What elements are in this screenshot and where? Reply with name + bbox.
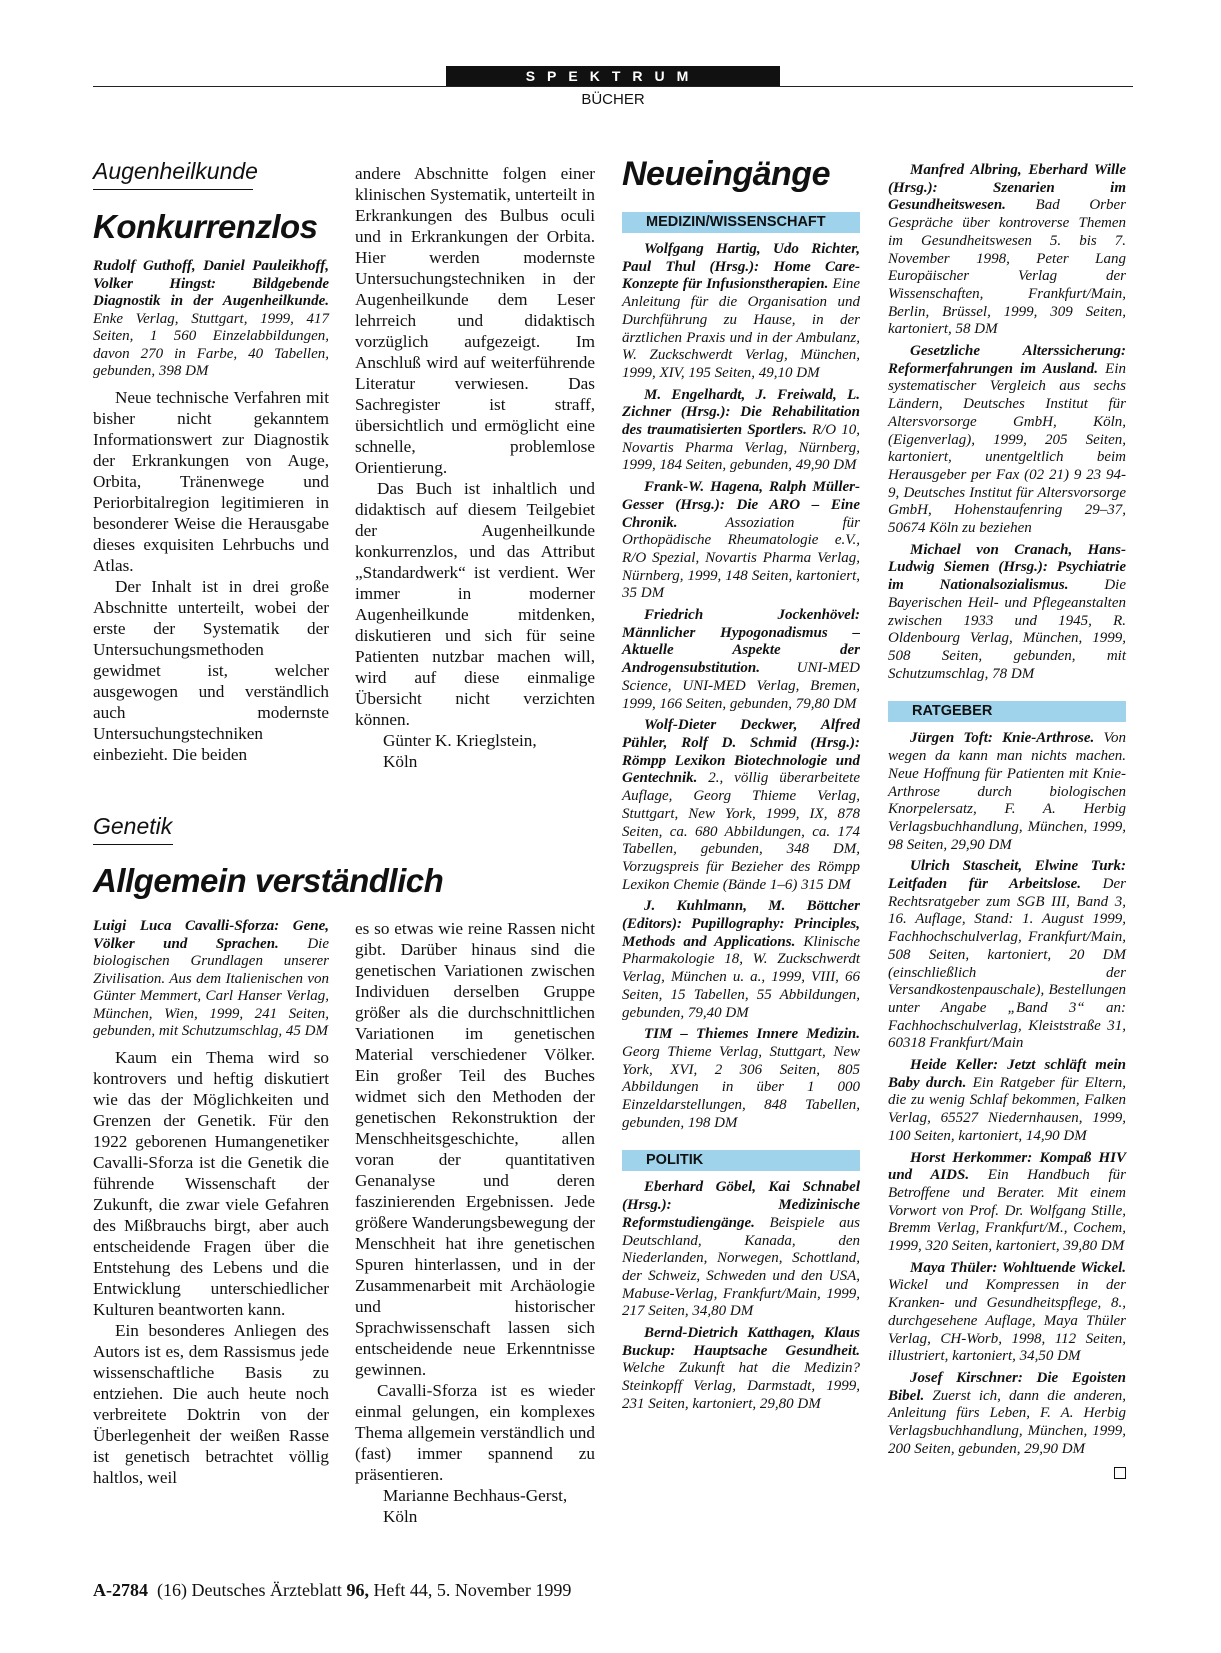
book-entry-details: Assoziation für Orthopädische Rheumatologie e.V., R/O Spezial, Novartis Pharma Verlag, Nürnberg, 1999, 148 Seiten, kartoniert, 35 DM bbox=[622, 514, 860, 602]
book-entry-author-title: Wolf-Dieter Deckwer, Alfred Pühler, Rolf D. Schmid (Hrsg.): Römpp Lexikon Biotechnologie und Gentechnik. bbox=[622, 717, 860, 787]
book-entry bbox=[622, 717, 860, 894]
book-entry-details: Welche Zukunft hat die Medizin? Steinkopff Verlag, Darmstadt, 1999, 231 Seiten, kartoniert, 29,80 DM bbox=[622, 1360, 860, 1412]
book-entry-details: Eine Anleitung für die Organisation und Durchführung zu Hause, in der ärztlichen Praxis und in der Ambulanz, W. Zuckschwerdt Verlag, München, 1999, XIV, 195 Seiten, 49,10 DM bbox=[622, 276, 860, 381]
review1-biblio-details: Enke Verlag, Stuttgart, 1999, 417 Seiten, 1 560 Einzelabbildungen, davon 270 in Farbe, 40 Tabellen, gebunden, 398 DM bbox=[93, 310, 329, 379]
politik-list-continued bbox=[888, 162, 1126, 683]
book-entry-details: Bad Orber Gespräche über kontroverse Themen im Gesundheitswesen 5. bis 7. November 1998, Peter Lang Europäischer Verlag der Wissenschaften, Frankfurt/Main, Berlin, Brüssel, 1999, 309 Seiten, kartoniert, 58 DM bbox=[888, 197, 1126, 338]
review1-signature-name: Günter K. Krieglstein, bbox=[383, 731, 537, 750]
review2-paragraph: Ein besonderes Anliegen des Autors ist es, dem Rassismus jede wissenschaftliche Basis zu entziehen. Die auch heute noch verbreitete Doktrin von der Überlegenheit der weißen Rasse ist genetisch betrachtet völlig haltlos, weil bbox=[93, 1320, 329, 1487]
new-arrivals-column-1 bbox=[622, 212, 860, 1418]
book-entry bbox=[622, 241, 860, 383]
book-entry bbox=[888, 1150, 1126, 1256]
book-entry-details: Beispiele aus Deutschland, Kanada, den Niederlanden, Norwegen, Schottland, der Schweiz, Schweden und den USA, Mabuse-Verlag, Frankfurt/Main, 1999, 217 Seiten, 34,80 DM bbox=[622, 1214, 860, 1320]
book-entry-details: R/O 10, Novartis Pharma Verlag, Nürnberg, 1999, 184 Seiten, gebunden, 49,90 DM bbox=[622, 422, 860, 474]
review2-biblio-details: Die biologischen Grundlagen unserer Zivilisation. Aus dem Italienischen von Günter Memmert, Carl Hanser Verlag, München, Wien, 1999, 241 Seiten, gebunden, mit Schutzumschlag, 45 DM bbox=[93, 935, 329, 1039]
book-entry bbox=[888, 1260, 1126, 1366]
section-header-bar: SPEKTRUM bbox=[446, 66, 780, 86]
book-entry bbox=[622, 1325, 860, 1414]
book-entry-details: Ein systematischer Vergleich aus sechs Ländern, Deutsches Institut für Altersvorsorge GmbH, Köln, (Eigenverlag), 1999, 205 Seiten, kartoniert, unentgeltlich beim Herausgeber per Fax (02 21) 9 23 94-9, Deutsches Institut für Altersvorsorge GmbH, Hohenstaufenring 29–37, 50674 Köln zu beziehen bbox=[888, 360, 1126, 537]
book-entry bbox=[622, 479, 860, 603]
review2-biblio bbox=[93, 918, 329, 1041]
review1-kicker: Augenheilkunde bbox=[93, 158, 253, 190]
book-entry-details: Klinische Pharmakologie 18, W. Zuckschwerdt Verlag, München u. a., 1999, VIII, 66 Seiten, 15 Tabellen, 55 Abbildungen, gebunden, 79,40 DM bbox=[622, 933, 860, 1021]
page-code: A-2784 bbox=[93, 1580, 148, 1600]
book-entry-details: Zuerst ich, dann die anderen, Anleitung fürs Leben, F. A. Herbig Verlagsbuchhandlung, München, 1999, 200 Seiten, gebunden, 29,90 DM bbox=[888, 1387, 1126, 1457]
book-entry bbox=[888, 1370, 1126, 1459]
review1-column-1 bbox=[93, 258, 329, 765]
book-entry-details: 2., völlig überarbeitete Auflage, Georg Thieme Verlag, Stuttgart, New York, 1999, IX, 878 Seiten, ca. 680 Abbildungen, ca. 174 Tabellen, gebunden, 348 DM, Vorzugspreis für Bezieher des Römpp Lexikon Chemie (Bände 1–6) 315 DM bbox=[622, 770, 860, 893]
footer-volume: 96, bbox=[346, 1580, 369, 1600]
book-entry bbox=[888, 858, 1126, 1053]
medizin-list bbox=[622, 241, 860, 1132]
section-bar-ratgeber: RATGEBER bbox=[888, 701, 1126, 722]
review2-signature-name: Marianne Bechhaus-Gerst, bbox=[383, 1486, 568, 1505]
book-entry bbox=[622, 1179, 860, 1321]
book-entry bbox=[888, 730, 1126, 854]
review1-signature-city: Köln bbox=[383, 752, 418, 771]
review2-paragraph: es so etwas wie reine Rassen nicht gibt. Darüber hinaus sind die genetischen Variationen zwischen Individuen derselben Gruppe größer als die durchschnittlichen Variationen im genetischen Material verschiedener Völker. Ein großer Teil des Buches widmet sich den Methoden der genetischen Rekonstruktion der Menschheitsgeschichte, allen voran der quantitativen Genanalyse und deren faszinierenden Ergebnissen. Jede größere Wanderungsbewegung der Menschheit hat ihre genetischen Spuren hinterlassen, und in der Zusammenarbeit mit Archäologie und historischer Sprachwissenschaft lassen sich entscheidende neue Erkenntnisse gewinnen. bbox=[355, 919, 595, 1379]
book-entry-author-title: Manfred Albring, Eberhard Wille (Hrsg.): Szenarien im Gesundheitswesen. bbox=[888, 162, 1126, 214]
review2-kicker: Genetik bbox=[93, 813, 173, 845]
book-entry-author-title: Jürgen Toft: Knie-Arthrose. bbox=[910, 730, 1095, 747]
book-entry bbox=[622, 898, 860, 1022]
book-entry-details: Von wegen da kann man nichts machen. Neue Hoffnung für Patienten mit Knie-Arthrose durch biologischen Knorpelersatz, F. A. Herbig Verlagsbuchhandlung, München, 1999, 98 Seiten, 29,90 DM bbox=[888, 730, 1127, 853]
book-entry-author-title: Horst Herkommer: Kompaß HIV und AIDS. bbox=[888, 1149, 1126, 1184]
book-entry bbox=[622, 387, 860, 476]
subsection-label: BÜCHER bbox=[581, 91, 645, 108]
header-rule bbox=[93, 86, 1133, 87]
review2-paragraph: Cavalli-Sforza ist es wieder einmal gelungen, ein komplexes Thema allgemein verständlich und (fast) immer spannend zu präsentieren. bbox=[355, 1381, 595, 1484]
book-entry-details: Ein Ratgeber für Eltern, die zu wenig Schlaf bekommen, Falken Verlag, 65527 Niedernhausen, 1999, 100 Seiten, kartoniert, 14,90 DM bbox=[888, 1074, 1127, 1144]
book-entry-author-title: Gesetzliche Alterssicherung: Reformerfahrungen im Ausland. bbox=[888, 343, 1126, 377]
book-entry-author-title: Wolfgang Hartig, Udo Richter, Paul Thul (Hrsg.): Home Care-Konzepte für Infusionstherapien. bbox=[622, 241, 860, 293]
book-entry-author-title: Eberhard Göbel, Kai Schnabel (Hrsg.): Medizinische Reformstudiengänge. bbox=[622, 1179, 860, 1231]
review2-column-1 bbox=[93, 918, 329, 1488]
review1-biblio bbox=[93, 258, 329, 381]
book-entry-details: Wickel und Kompressen in der Kranken- und Gesundheitspflege, 8., durchgesehene Auflage, Maya Thüler Verlag, CH-Worb, 1998, 112 Seiten, illustriert, kartoniert, 34,50 DM bbox=[888, 1277, 1126, 1365]
book-entry bbox=[888, 1057, 1126, 1146]
review1-paragraph: Das Buch ist inhaltlich und didaktisch auf diesem Teilgebiet der Augenheilkunde konkurrenzlos, und das Attribut „Standardwerk“ ist verdient. Wer immer in moderner Augenheilkunde mitdenken, diskutieren und sich für seine Patienten nutzbar machen will, wird auf diese einmalige Übersicht nicht verzichten können. bbox=[355, 479, 595, 729]
section-bar-politik: POLITIK bbox=[622, 1150, 860, 1171]
review1-headline: Konkurrenzlos bbox=[93, 208, 318, 245]
footer-journal: (16) Deutsches Ärzteblatt bbox=[148, 1580, 347, 1600]
review1-biblio-authors: Rudolf Guthoff, Daniel Pauleikhoff, Volker Hingst: Bildgebende Diagnostik in der Augenheilkunde. bbox=[93, 258, 329, 309]
book-entry-author-title: J. Kuhlmann, M. Böttcher (Editors): Pupillography: Principles, Methods and Applications. bbox=[622, 898, 860, 950]
review1-paragraph: andere Abschnitte folgen einer klinischen Systematik, unterteilt in Erkrankungen des Bulbus oculi und in Erkrankungen der Orbita. Hier werden modernste Untersuchungstechniken in der Augenheilkunde dem Leser lehrreich und didaktisch vorzüglich aufgezeigt. Im Anschluß wird auf weiterführende Literatur verwiesen. Das Sachregister ist straff, übersichtlich und ermöglicht eine schnelle, problemlose Orientierung. bbox=[355, 164, 595, 477]
review1-paragraph: Neue technische Verfahren mit bisher nicht gekanntem Informationswert zur Diagnostik der Erkrankungen von Auge, Orbita, Tränenwege und Periorbitalregion legitimieren in besonderer Weise die Herausgabe dieses exquisiten Lehrbuchs und Atlas. bbox=[93, 387, 329, 575]
book-entry-details: UNI-MED Science, UNI-MED Verlag, Bremen, 1999, 166 Seiten, gebunden, 79,80 DM bbox=[622, 660, 860, 712]
book-entry bbox=[622, 1026, 860, 1132]
footer-issue: Heft 44, 5. November 1999 bbox=[368, 1580, 572, 1600]
book-entry-author-title: Michael von Cranach, Hans-Ludwig Siemen (Hrsg.): Psychiatrie im Nationalsozialismus. bbox=[888, 541, 1126, 594]
book-entry-author-title: Maya Thüler: Wohltuende Wickel. bbox=[910, 1259, 1126, 1276]
book-entry-author-title: Ulrich Stascheit, Elwine Turk: Leitfaden für Arbeitslose. bbox=[888, 858, 1126, 893]
new-arrivals-column-2 bbox=[888, 162, 1126, 1479]
book-entry bbox=[888, 542, 1126, 684]
ratgeber-list bbox=[888, 730, 1126, 1458]
review2-biblio-authors: Luigi Luca Cavalli-Sforza: Gene, Völker und Sprachen. bbox=[93, 918, 329, 952]
review2-headline: Allgemein verständlich bbox=[93, 862, 444, 899]
book-entry bbox=[622, 607, 860, 713]
review1-column-2 bbox=[355, 163, 595, 772]
book-entry bbox=[888, 343, 1126, 538]
book-entry-details: Der Rechtsratgeber zum SGB III, Band 3, 16. Auflage, Stand: 1. August 1999, Fachhochschulverlag, Frankfurt/Main, 508 Seiten, kartoniert, 20 DM (einschließlich der Versandkostenpauschale), Bestellungen unter Angabe „Band 3“ an: Fachhochschulverlag, Kleiststraße 31, 60318 Frankfurt/Main bbox=[888, 876, 1126, 1052]
book-entry-author-title: Friedrich Jockenhövel: Männlicher Hypogonadismus – Aktuelle Aspekte der Androgensubstitution. bbox=[622, 607, 860, 677]
review2-signature-city: Köln bbox=[383, 1507, 418, 1526]
new-arrivals-title: Neueingänge bbox=[622, 155, 830, 193]
book-entry-author-title: Frank-W. Hagena, Ralph Müller-Gesser (Hrsg.): Die ARO – Eine Chronik. bbox=[622, 479, 860, 531]
page-footer bbox=[93, 1580, 571, 1601]
book-entry-author-title: M. Engelhardt, J. Freiwald, L. Zichner (Hrsg.): Die Rehabilitation des traumatisierten Sportlers. bbox=[622, 386, 860, 439]
book-entry-details: Die Bayerischen Heil- und Pflegeanstalten zwischen 1933 und 1945, R. Oldenbourg Verlag, München, 1999, 508 Seiten, gebunden, mit Schutzumschlag, 78 DM bbox=[888, 577, 1126, 682]
book-entry-author-title: Heide Keller: Jetzt schläft mein Baby durch. bbox=[888, 1057, 1126, 1091]
book-entry-author-title: TIM – Thiemes Innere Medizin. bbox=[644, 1026, 860, 1043]
section-bar-medizin: MEDIZIN/WISSENSCHAFT bbox=[622, 212, 860, 233]
book-entry-author-title: Josef Kirschner: Die Egoisten Bibel. bbox=[888, 1370, 1126, 1404]
book-entry-author-title: Bernd-Dietrich Katthagen, Klaus Buckup: Hauptsache Gesundheit. bbox=[622, 1325, 860, 1359]
politik-list bbox=[622, 1179, 860, 1413]
review2-paragraph: Kaum ein Thema wird so kontrovers und heftig diskutiert wie das der Möglichkeiten und Grenzen der Genetik. Für den 1922 geborenen Humangenetiker Cavalli-Sforza ist die Genetik die führende Wissenschaft der Zukunft, die zwar viele Gefahren des Mißbrauchs birgt, aber auch entscheidende Fragen über die Entstehung des Lebens und die Entwicklung unterschiedlicher Kulturen beantworten kann. bbox=[93, 1047, 329, 1319]
end-mark-icon bbox=[1114, 1467, 1126, 1479]
review2-column-2 bbox=[355, 918, 595, 1527]
book-entry-details: Ein Handbuch für Betroffene und Berater. Mit einem Vorwort von Prof. Dr. Wolfgang Stille, Bremm Verlag, Frankfurt/M., Cochem, 1999, 320 Seiten, kartoniert, 39,80 DM bbox=[888, 1167, 1126, 1255]
review1-paragraph: Der Inhalt ist in drei große Abschnitte unterteilt, wobei der erste der Systematik der Untersuchungsmethoden gewidmet ist, welcher ausgewogen und verständlich auch modernste Untersuchungstechniken einbezieht. Die beiden bbox=[93, 576, 329, 764]
book-entry bbox=[888, 162, 1126, 339]
book-entry-details: Georg Thieme Verlag, Stuttgart, New York, XVI, 2 306 Seiten, 805 Abbildungen in über 1 000 Einzeldarstellungen, 848 Tabellen, gebunden, 198 DM bbox=[622, 1043, 860, 1131]
